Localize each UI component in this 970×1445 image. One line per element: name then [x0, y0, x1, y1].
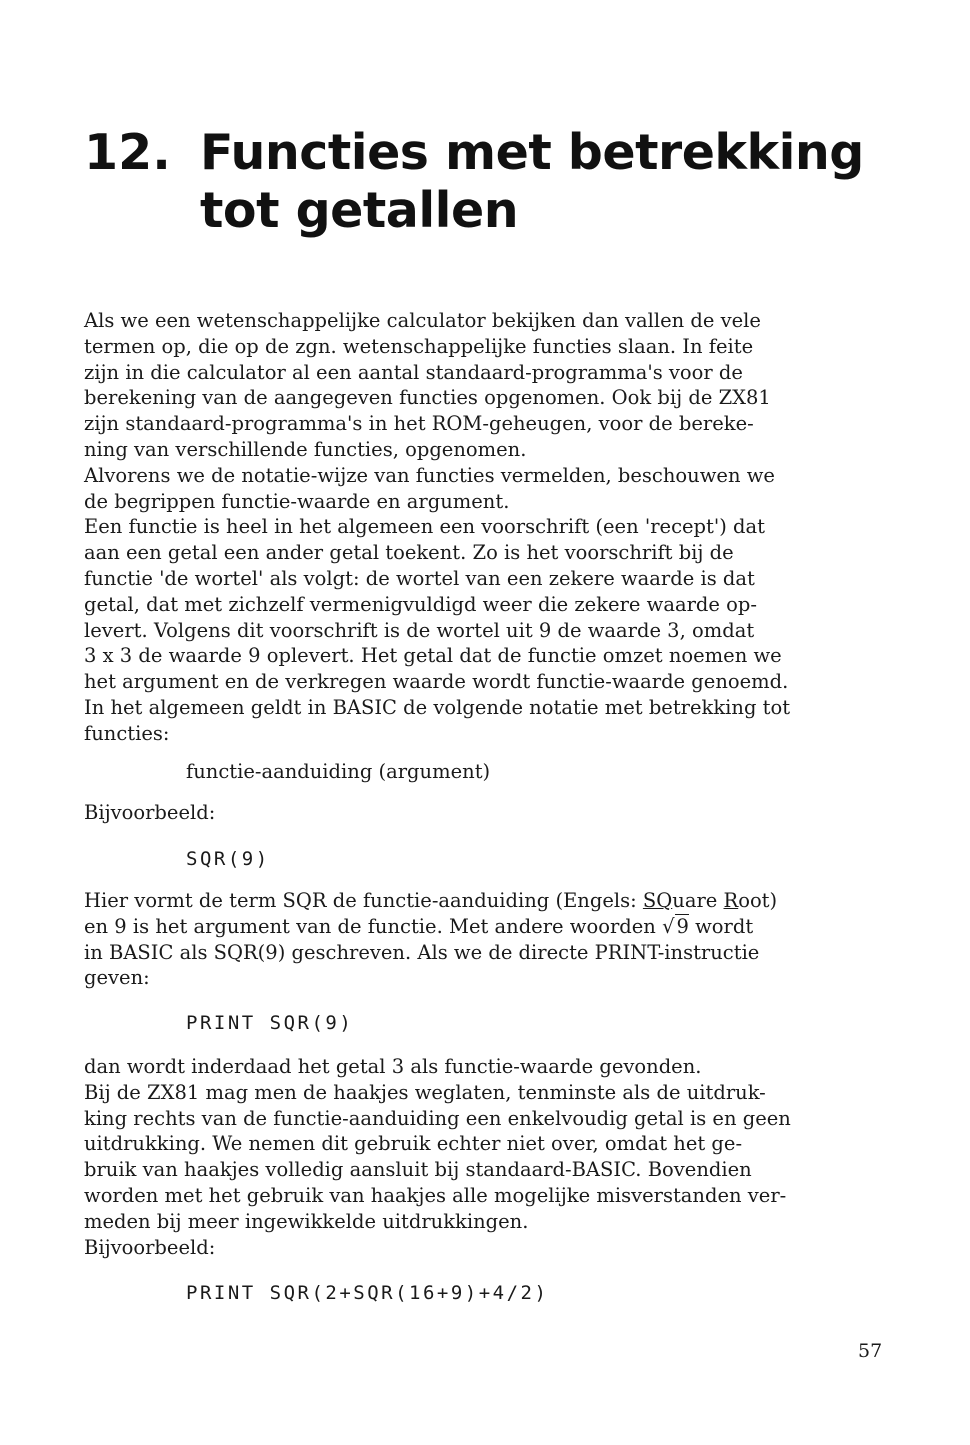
text-line: levert. Volgens dit voorschrift is de wortel uit 9 de waarde 3, omdat: [84, 618, 755, 642]
text-line: berekening van de aangegeven functies opgenomen. Ook bij de ZX81: [84, 386, 771, 410]
text-line: dan wordt inderdaad het getal 3 als functie-waarde gevonden.: [84, 1055, 702, 1078]
text-line: Hier vormt de term SQR de functie-aanduiding (Engels: SQuare Root): [84, 889, 778, 912]
text-line: ning van verschillende functies, opgenomen.: [84, 437, 527, 461]
text-line: functie 'de wortel' als volgt: de wortel van een zekere waarde is dat: [84, 566, 755, 590]
code-example-print-sqr: PRINT SQR(9): [186, 1012, 354, 1034]
text-line: 3 x 3 de waarde 9 oplevert. Het getal dat de functie omzet noemen we: [84, 644, 782, 668]
underlined-sq: SQ: [642, 889, 673, 912]
text-line: termen op, die op de zgn. wetenschappelijke functies slaan. In feite: [84, 334, 754, 358]
text-line: Als we een wetenschappelijke calculator bekijken dan vallen de vele: [84, 309, 761, 332]
text-line: het argument en de verkregen waarde wordt functie-waarde genoemd.: [84, 670, 789, 694]
text-line: functies:: [84, 721, 170, 745]
text-line: getal, dat met zichzelf vermenigvuldigd weer die zekere waarde op-: [84, 592, 757, 616]
text-line: meden bij meer ingewikkelde uitdrukkingen.: [84, 1209, 529, 1233]
text-line: zijn standaard-programma's in het ROM-geheugen, voor de bereke-: [84, 412, 754, 436]
chapter-title-line-1: Functies met betrekking: [200, 124, 864, 181]
paragraph-intro: [84, 308, 904, 747]
text-line: geven:: [84, 966, 150, 990]
text-line: Alvorens we de notatie-wijze van functies vermelden, beschouwen we: [84, 463, 775, 487]
text-line: uitdrukking. We nemen dit gebruik echter niet over, omdat het ge-: [84, 1132, 743, 1156]
example-label: Bijvoorbeeld:: [84, 801, 216, 824]
text-line: In het algemeen geldt in BASIC de volgende notatie met betrekking tot: [84, 695, 791, 719]
sqrt-symbol: √: [662, 914, 675, 938]
underlined-r: R: [723, 889, 739, 912]
text-line: worden met het gebruik van haakjes alle mogelijke misverstanden ver-: [84, 1183, 787, 1207]
text-line: king rechts van de functie-aanduiding een enkelvoudig getal is en geen: [84, 1106, 791, 1130]
text-line: bruik van haakjes volledig aansluit bij standaard-BASIC. Bovendien: [84, 1158, 752, 1182]
page-number: 57: [858, 1340, 883, 1362]
sqrt-argument: 9: [676, 914, 689, 938]
text-line: in BASIC als SQR(9) geschreven. Als we de directe PRINT-instructie: [84, 940, 760, 964]
chapter-title-line-2: tot getallen: [200, 182, 519, 239]
text-line: en 9 is het argument van de functie. Met andere woorden √ 9 wordt: [84, 914, 754, 938]
chapter-number: 12.: [84, 124, 171, 181]
text-line: zijn in die calculator al een aantal standaard-programma's voor de: [84, 360, 743, 384]
text-line: Bijvoorbeeld:: [84, 1235, 216, 1259]
text-line: Een functie is heel in het algemeen een voorschrift (een 'recept') dat: [84, 515, 765, 539]
text-line: de begrippen functie-waarde en argument.: [84, 489, 510, 513]
paragraph-brackets: [84, 1054, 904, 1260]
notation-formula: functie-aanduiding (argument): [186, 760, 491, 783]
text-line: aan een getal een ander getal toekent. Zo is het voorschrift bij de: [84, 541, 734, 565]
code-example-sqr: SQR(9): [186, 848, 270, 870]
text-line: Bij de ZX81 mag men de haakjes weglaten, tenminste als de uitdruk-: [84, 1080, 766, 1104]
paragraph-sqr-explanation: [84, 888, 904, 991]
code-example-nested: PRINT SQR(2+SQR(16+9)+4/2): [186, 1282, 549, 1304]
